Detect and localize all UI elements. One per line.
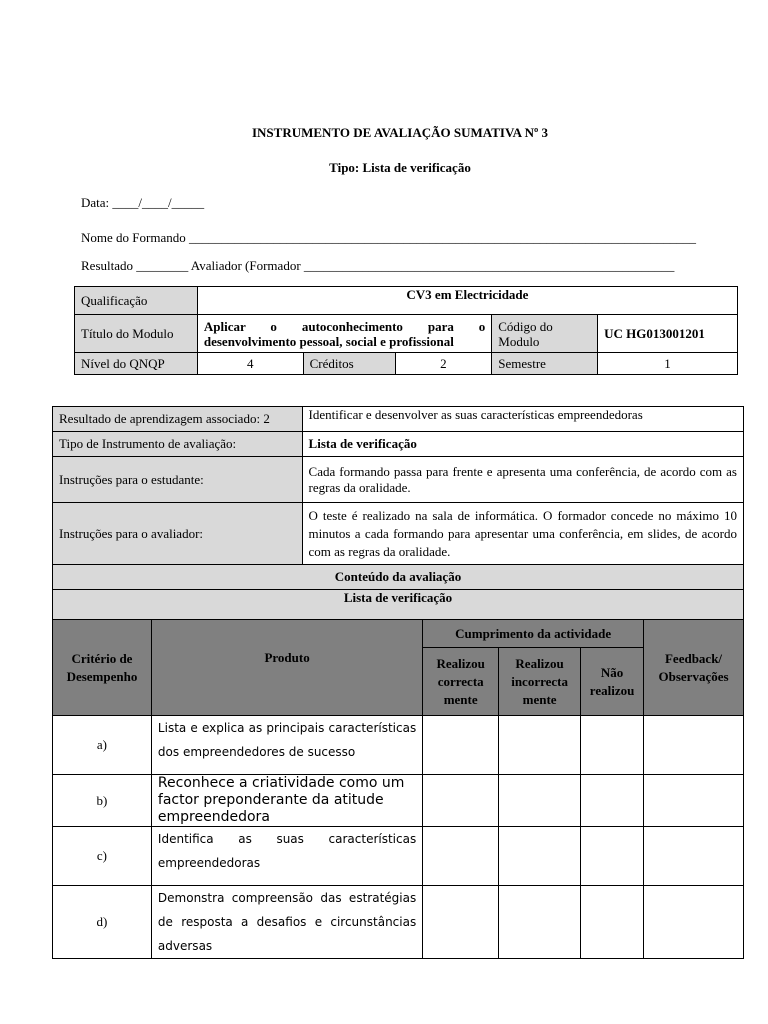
table-row xyxy=(53,775,744,827)
criterio-cell: b) xyxy=(53,775,152,827)
criterio-cell: d) xyxy=(53,886,152,959)
learning-outcome-value: Identificar e desenvolver as suas características empreendedoras xyxy=(302,407,743,432)
assessment-content-heading: Conteúdo da avaliação xyxy=(53,565,744,590)
col-incorrecta: Realizou incorrecta mente xyxy=(499,648,581,716)
feedback-cell[interactable] xyxy=(644,827,744,886)
col-cumprimento: Cumprimento da actividade xyxy=(423,620,644,648)
feedback-cell[interactable] xyxy=(644,716,744,775)
qnqp-level-value: 4 xyxy=(197,353,303,375)
feedback-cell[interactable] xyxy=(644,775,744,827)
student-instructions-value: Cada formando passa para frente e apresenta uma conferência, de acordo com as regras da oralidade. xyxy=(302,457,743,503)
credits-label: Créditos xyxy=(303,353,395,375)
instrument-type-label: Tipo de Instrumento de avaliação: xyxy=(53,432,303,457)
evaluator-instructions-value: O teste é realizado na sala de informática. O formador concede no máximo 10 minutos a cada formando para apresentar uma conferência, em slides, de acordo com as regras da oralidade. xyxy=(302,503,743,565)
check-nao-cell[interactable] xyxy=(581,886,644,959)
module-title-value: Aplicar o autoconhecimento para o desenvolvimento pessoal, social e profissional xyxy=(197,315,491,353)
check-incorrecta-cell[interactable] xyxy=(499,886,581,959)
module-code-label: Código do Modulo xyxy=(492,315,598,353)
col-correcta: Realizou correcta mente xyxy=(423,648,499,716)
criterio-cell: a) xyxy=(53,716,152,775)
check-nao-cell[interactable] xyxy=(581,775,644,827)
check-correcta-cell[interactable] xyxy=(423,775,499,827)
module-title-label: Título do Modulo xyxy=(75,315,198,353)
check-nao-cell[interactable] xyxy=(581,827,644,886)
criterio-cell: c) xyxy=(53,827,152,886)
produto-cell: Identifica as suas características empreendedoras xyxy=(151,827,422,886)
learning-outcome-label: Resultado de aprendizagem associado: 2 xyxy=(53,407,303,432)
check-incorrecta-cell[interactable] xyxy=(499,827,581,886)
check-incorrecta-cell[interactable] xyxy=(499,716,581,775)
semester-value: 1 xyxy=(598,353,738,375)
table-row xyxy=(53,886,744,959)
col-nao: Não realizou xyxy=(581,648,644,716)
module-code-value: UC HG013001201 xyxy=(598,315,738,353)
result-evaluator-line: Resultado ________ Avaliador (Formador _________________________________________________________ xyxy=(81,258,675,273)
col-criterio: Critério de Desempenho xyxy=(53,620,152,716)
evaluator-instructions-label: Instruções para o avaliador: xyxy=(53,503,303,565)
qnqp-level-label: Nível do QNQP xyxy=(75,353,198,375)
qualification-table xyxy=(74,286,738,375)
checklist-heading: Lista de verificação xyxy=(53,590,744,620)
semester-label: Semestre xyxy=(492,353,598,375)
check-nao-cell[interactable] xyxy=(581,716,644,775)
produto-cell: Lista e explica as principais características dos empreendedores de sucesso xyxy=(151,716,422,775)
col-produto: Produto xyxy=(151,620,422,716)
produto-cell: Reconhece a criatividade como um factor preponderante da atitude empreendedora xyxy=(151,775,422,827)
document-type: Tipo: Lista de verificação xyxy=(329,160,471,175)
credits-value: 2 xyxy=(395,353,492,375)
check-correcta-cell[interactable] xyxy=(423,886,499,959)
check-correcta-cell[interactable] xyxy=(423,827,499,886)
check-incorrecta-cell[interactable] xyxy=(499,775,581,827)
check-correcta-cell[interactable] xyxy=(423,716,499,775)
assessment-table xyxy=(52,406,744,959)
col-feedback: Feedback/ Observações xyxy=(644,620,744,716)
table-row xyxy=(53,716,744,775)
produto-cell: Demonstra compreensão das estratégias de resposta a desafios e circunstâncias adversas xyxy=(151,886,422,959)
qualification-value: CV3 em Electricidade xyxy=(197,287,737,315)
instrument-type-value: Lista de verificação xyxy=(302,432,743,457)
feedback-cell[interactable] xyxy=(644,886,744,959)
trainee-name-line: Nome do Formando ______________________________________________________________________________ xyxy=(81,230,696,245)
qualification-label: Qualificação xyxy=(75,287,198,315)
student-instructions-label: Instruções para o estudante: xyxy=(53,457,303,503)
table-row xyxy=(53,827,744,886)
date-line: Data: ____/____/_____ xyxy=(81,195,205,210)
document-title: INSTRUMENTO DE AVALIAÇÃO SUMATIVA Nº 3 xyxy=(251,125,549,140)
